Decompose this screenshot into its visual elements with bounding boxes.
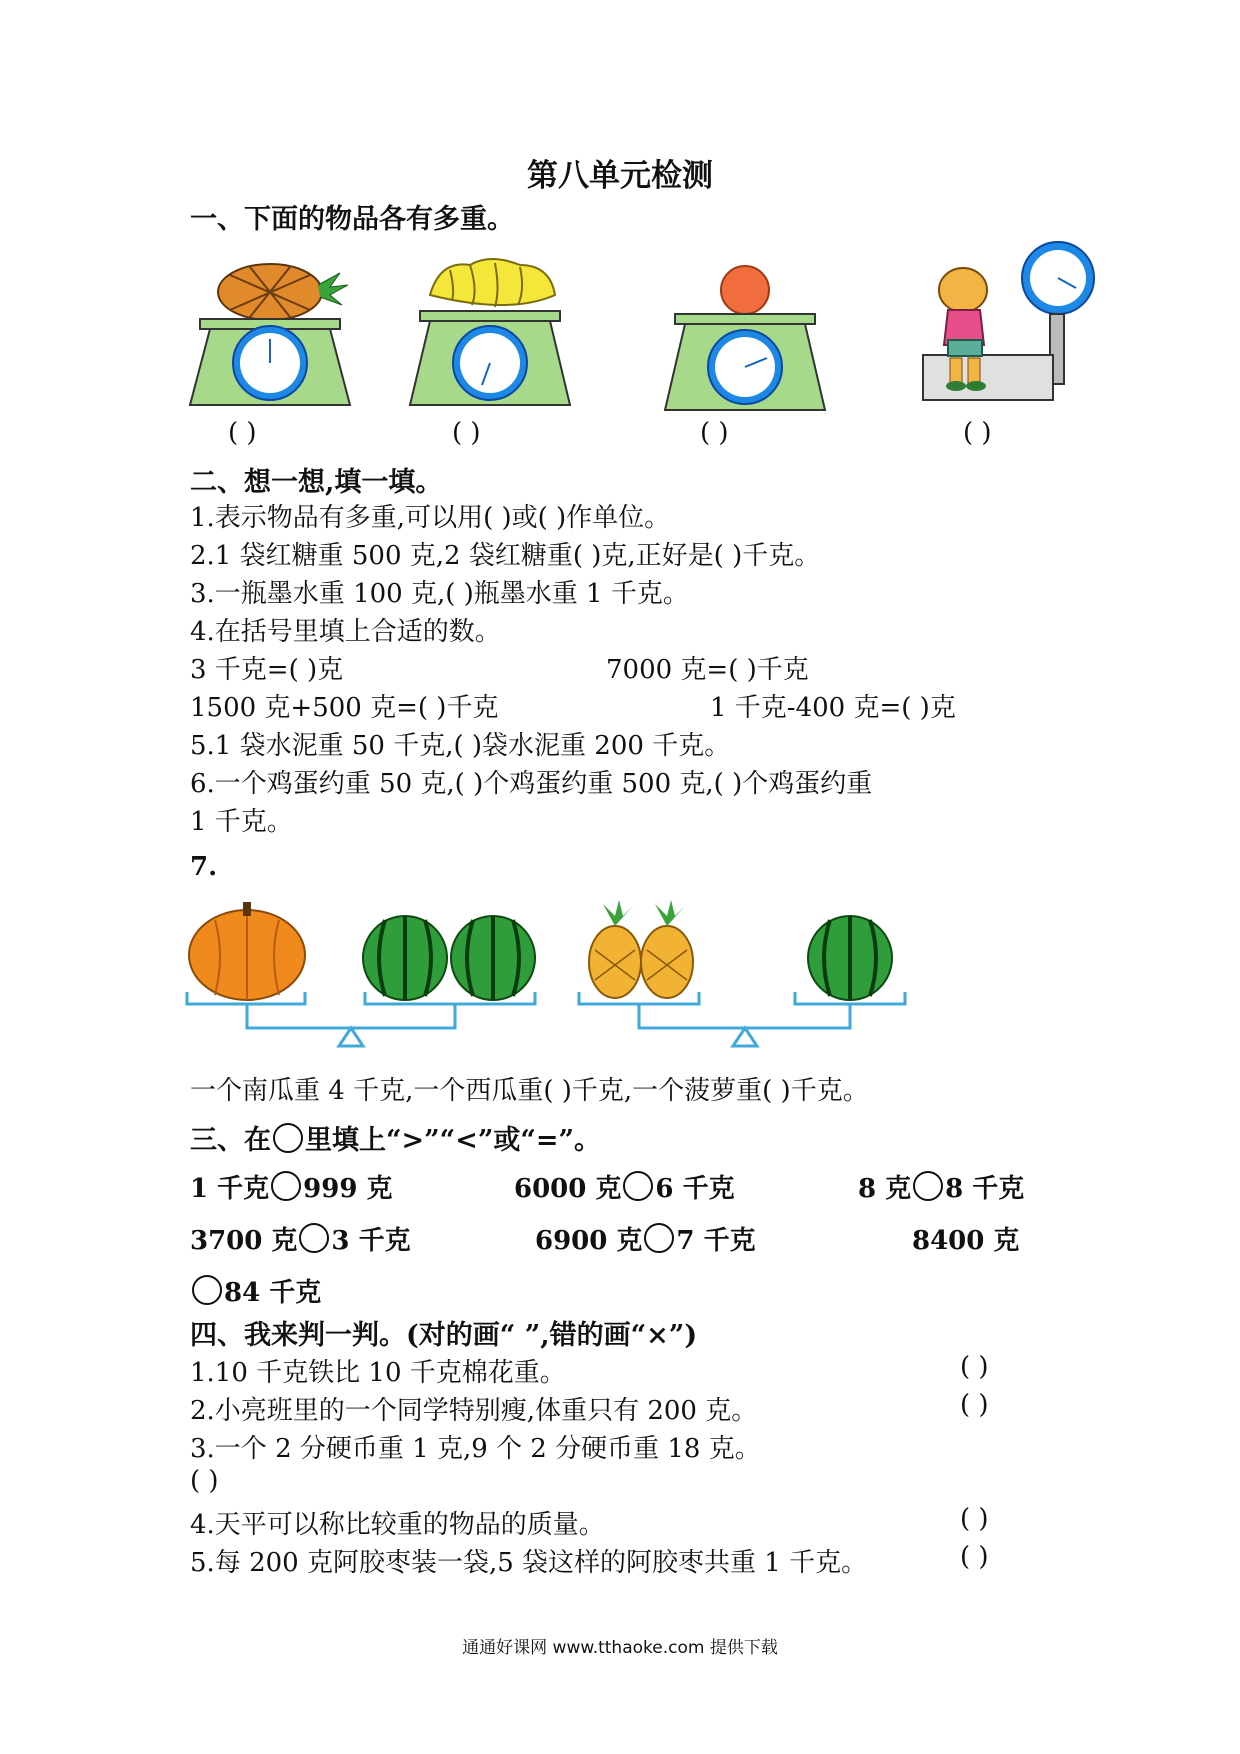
q2-5: 5.1 袋水泥重 50 千克,( )袋水泥重 200 千克。: [190, 731, 731, 761]
footer-source: 通通好课网 www.tthaoke.com 提供下载: [462, 1638, 778, 1658]
q2-2: 2.1 袋红糖重 500 克,2 袋红糖重( )克,正好是( )千克。: [190, 541, 821, 571]
q2-7: 7.: [190, 852, 218, 882]
answer-blank-4[interactable]: ( ): [963, 418, 992, 448]
compare-circle[interactable]: [271, 1171, 301, 1201]
q2-4b: 7000 克=( )千克: [606, 655, 809, 685]
compare-circle[interactable]: [913, 1171, 943, 1201]
answer-blank-2[interactable]: ( ): [452, 418, 481, 448]
compare-left: 8 克: [858, 1174, 912, 1204]
compare-item-4: [190, 1220, 411, 1257]
compare-right: 999 克: [303, 1174, 393, 1204]
balance-pineapple-watermelon-image: [575, 900, 915, 1060]
compare-right: 8 千克: [945, 1174, 1025, 1204]
compare-right: 84 千克: [224, 1278, 322, 1308]
q2-7-text: 一个南瓜重 4 千克,一个西瓜重( )千克,一个菠萝重( )千克。: [190, 1076, 869, 1106]
scale-pineapple-image: [190, 255, 350, 415]
judge-item-3: 3.一个 2 分硬币重 1 克,9 个 2 分硬币重 18 克。: [190, 1434, 761, 1464]
compare-left: 1 千克: [190, 1174, 270, 1204]
q2-3: 3.一瓶墨水重 100 克,( )瓶墨水重 1 千克。: [190, 579, 689, 609]
section1-heading: 一、下面的物品各有多重。: [190, 204, 514, 235]
section3-heading-post: 里填上“>”“<”或“=”。: [305, 1125, 602, 1156]
judge-blank-2[interactable]: ( ): [960, 1390, 989, 1420]
compare-left: 6900 克: [535, 1226, 643, 1256]
balance-pumpkin-watermelon-image: [185, 900, 545, 1060]
circle-icon: [273, 1123, 303, 1153]
body-scale-dog-image: [918, 240, 1098, 410]
section2-heading: 二、想一想,填一填。: [190, 467, 443, 498]
compare-circle[interactable]: [644, 1223, 674, 1253]
compare-right: 6 千克: [655, 1174, 735, 1204]
compare-right: 7 千克: [676, 1226, 756, 1256]
judge-item-1: 1.10 千克铁比 10 千克棉花重。: [190, 1358, 566, 1388]
q2-4d: 1 千克-400 克=( )克: [710, 693, 956, 723]
section4-heading: 四、我来判一判。(对的画“ ”,错的画“×”): [190, 1320, 698, 1351]
compare-left: 3700 克: [190, 1226, 298, 1256]
page-title: 第八单元检测: [527, 158, 713, 194]
compare-item-2: [514, 1168, 735, 1205]
judge-blank-5[interactable]: ( ): [960, 1542, 989, 1572]
answer-blank-3[interactable]: ( ): [700, 418, 729, 448]
compare-item-3: [858, 1168, 1024, 1205]
answer-blank-1[interactable]: ( ): [228, 418, 257, 448]
section3-heading-pre: 三、在: [190, 1125, 271, 1156]
judge-blank-3[interactable]: ( ): [190, 1466, 219, 1496]
q2-6: 6.一个鸡蛋约重 50 克,( )个鸡蛋约重 500 克,( )个鸡蛋约重: [190, 769, 873, 799]
compare-item-1: [190, 1168, 392, 1205]
compare-circle[interactable]: [299, 1223, 329, 1253]
q2-4a: 3 千克=( )克: [190, 655, 344, 685]
q2-6-cont: 1 千克。: [190, 807, 293, 837]
judge-blank-1[interactable]: ( ): [960, 1352, 989, 1382]
compare-circle[interactable]: [623, 1171, 653, 1201]
compare-left: 6000 克: [514, 1174, 622, 1204]
judge-item-5: 5.每 200 克阿胶枣装一袋,5 袋这样的阿胶枣共重 1 千克。: [190, 1548, 868, 1578]
judge-item-2: 2.小亮班里的一个同学特别瘦,体重只有 200 克。: [190, 1396, 758, 1426]
compare-item-5: [535, 1220, 756, 1257]
q2-1: 1.表示物品有多重,可以用( )或( )作单位。: [190, 503, 671, 533]
judge-blank-4[interactable]: ( ): [960, 1504, 989, 1534]
q2-4: 4.在括号里填上合适的数。: [190, 617, 501, 647]
scale-orange-image: [665, 260, 825, 415]
q2-4c: 1500 克+500 克=( )千克: [190, 693, 499, 723]
compare-right: 3 千克: [331, 1226, 411, 1256]
compare-item-6-left: 8400 克: [912, 1226, 1020, 1256]
scale-bananas-image: [410, 255, 570, 415]
section3-heading: [190, 1118, 601, 1157]
compare-circle[interactable]: [192, 1275, 222, 1305]
compare-item-6-right: [190, 1272, 321, 1309]
judge-item-4: 4.天平可以称比较重的物品的质量。: [190, 1510, 605, 1540]
